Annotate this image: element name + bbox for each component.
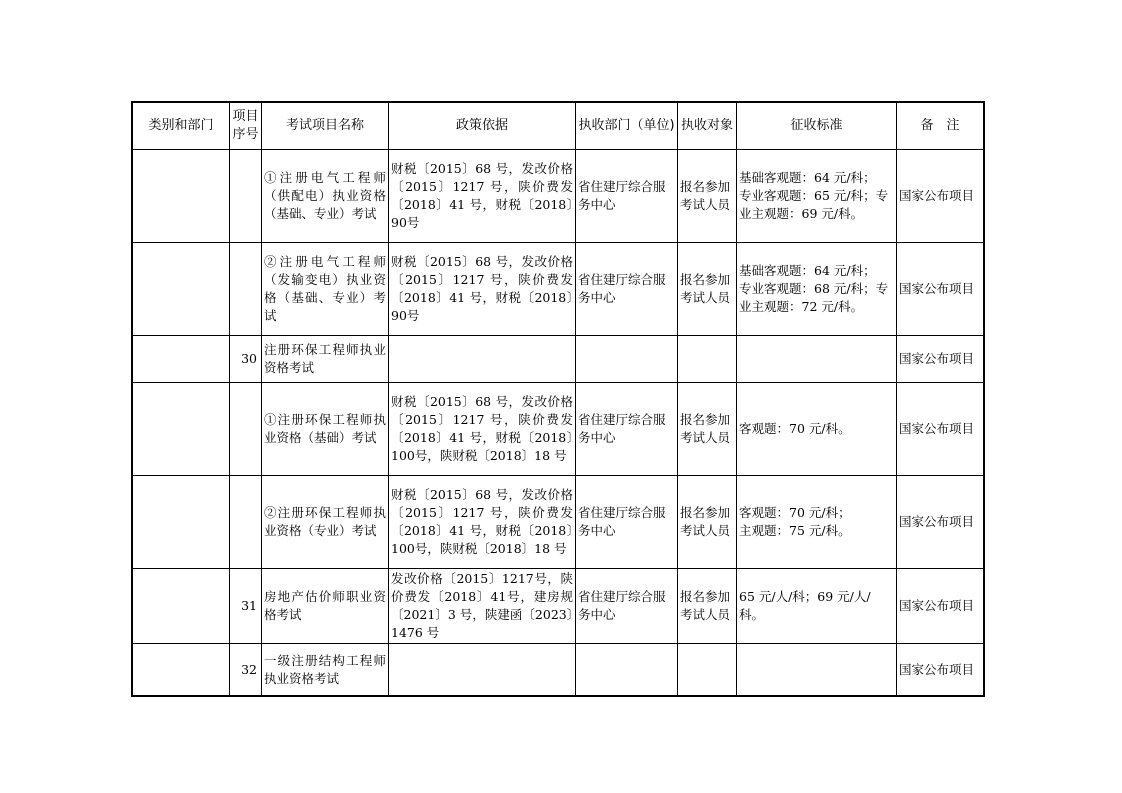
row-target bbox=[678, 336, 737, 383]
row-note: 国家公布项目 bbox=[897, 569, 984, 644]
row-policy: 财税〔2015〕68 号，发改价格〔2015〕1217 号，陕价费发〔2018〕41 号，财税〔2018〕100号，陕财税〔2018〕18 号 bbox=[389, 383, 576, 476]
header-row bbox=[133, 103, 984, 150]
row-policy bbox=[389, 336, 576, 383]
row-dept: 省住建厅综合服务中心 bbox=[576, 569, 678, 644]
table-row bbox=[133, 150, 984, 243]
row-seq: 32 bbox=[230, 644, 262, 696]
header-note: 备 注 bbox=[897, 103, 984, 150]
row-policy bbox=[389, 644, 576, 696]
row-name: 注册环保工程师执业资格考试 bbox=[262, 336, 389, 383]
row-policy: 财税〔2015〕68 号，发改价格〔2015〕1217 号，陕价费发〔2018〕41 号，财税〔2018〕90号 bbox=[389, 243, 576, 336]
standard-line: 主观题：75 元/科。 bbox=[739, 523, 851, 538]
row-seq bbox=[230, 383, 262, 476]
row-policy: 财税〔2015〕68 号，发改价格〔2015〕1217 号，陕价费发〔2018〕41 号，财税〔2018〕100号，陕财税〔2018〕18 号 bbox=[389, 476, 576, 569]
row-name: ①注册电气工程师（供配电）执业资格（基础、专业）考试 bbox=[262, 150, 389, 243]
row-name: 房地产估价师职业资格考试 bbox=[262, 569, 389, 644]
header-dept: 执收部门（单位) bbox=[576, 103, 678, 150]
row-standard bbox=[737, 150, 897, 243]
table-row bbox=[133, 243, 984, 336]
row-seq bbox=[230, 150, 262, 243]
row-dept: 省住建厅综合服务中心 bbox=[576, 476, 678, 569]
row-target bbox=[678, 644, 737, 696]
row-policy: 发改价格〔2015〕1217号，陕价费发〔2018〕41号，建房规〔2021〕3 号，陕建函〔2023〕1476 号 bbox=[389, 569, 576, 644]
header-target: 执收对象 bbox=[678, 103, 737, 150]
row-category bbox=[133, 383, 230, 476]
row-category bbox=[133, 476, 230, 569]
row-category bbox=[133, 243, 230, 336]
row-standard bbox=[737, 644, 897, 696]
row-target: 报名参加考试人员 bbox=[678, 476, 737, 569]
row-target: 报名参加考试人员 bbox=[678, 243, 737, 336]
header-seq: 项目序号 bbox=[230, 103, 262, 150]
row-seq: 31 bbox=[230, 569, 262, 644]
row-dept bbox=[576, 644, 678, 696]
table-row bbox=[133, 383, 984, 476]
table-row bbox=[133, 644, 984, 696]
row-standard bbox=[737, 336, 897, 383]
row-standard bbox=[737, 476, 897, 569]
row-name: 一级注册结构工程师执业资格考试 bbox=[262, 644, 389, 696]
row-seq bbox=[230, 243, 262, 336]
table-row bbox=[133, 569, 984, 644]
header-policy: 政策依据 bbox=[389, 103, 576, 150]
header-standard: 征收标准 bbox=[737, 103, 897, 150]
standard-line: 专业客观题：65 元/科；专业主观题：69 元/科。 bbox=[739, 188, 889, 221]
row-name: ①注册环保工程师执业资格（基础）考试 bbox=[262, 383, 389, 476]
row-category bbox=[133, 150, 230, 243]
standard-line: 专业客观题：68 元/科；专业主观题：72 元/科。 bbox=[739, 281, 889, 314]
header-name: 考试项目名称 bbox=[262, 103, 389, 150]
fee-table bbox=[132, 102, 984, 696]
row-note: 国家公布项目 bbox=[897, 383, 984, 476]
row-dept: 省住建厅综合服务中心 bbox=[576, 383, 678, 476]
row-note: 国家公布项目 bbox=[897, 150, 984, 243]
row-category bbox=[133, 336, 230, 383]
row-note: 国家公布项目 bbox=[897, 336, 984, 383]
standard-line: 基础客观题：64 元/科； bbox=[739, 263, 876, 278]
row-standard bbox=[737, 569, 897, 644]
row-standard bbox=[737, 383, 897, 476]
standard-line: 65 元/人/科；69 元/人/科。 bbox=[739, 589, 871, 622]
row-seq: 30 bbox=[230, 336, 262, 383]
row-name: ②注册电气工程师（发输变电）执业资格（基础、专业）考试 bbox=[262, 243, 389, 336]
row-note: 国家公布项目 bbox=[897, 243, 984, 336]
row-name: ②注册环保工程师执业资格（专业）考试 bbox=[262, 476, 389, 569]
row-target: 报名参加考试人员 bbox=[678, 569, 737, 644]
row-dept: 省住建厅综合服务中心 bbox=[576, 243, 678, 336]
row-category bbox=[133, 644, 230, 696]
row-dept bbox=[576, 336, 678, 383]
row-note: 国家公布项目 bbox=[897, 476, 984, 569]
row-dept: 省住建厅综合服务中心 bbox=[576, 150, 678, 243]
row-note: 国家公布项目 bbox=[897, 644, 984, 696]
row-target: 报名参加考试人员 bbox=[678, 150, 737, 243]
row-standard bbox=[737, 243, 897, 336]
standard-line: 基础客观题：64 元/科； bbox=[739, 170, 876, 185]
table-row bbox=[133, 476, 984, 569]
row-seq bbox=[230, 476, 262, 569]
row-policy: 财税〔2015〕68 号，发改价格〔2015〕1217 号，陕价费发〔2018〕41 号，财税〔2018〕90号 bbox=[389, 150, 576, 243]
standard-line: 客观题：70 元/科。 bbox=[739, 421, 851, 436]
header-category: 类别和部门 bbox=[133, 103, 230, 150]
standard-line: 客观题：70 元/科； bbox=[739, 505, 851, 520]
table-row bbox=[133, 336, 984, 383]
row-category bbox=[133, 569, 230, 644]
row-target: 报名参加考试人员 bbox=[678, 383, 737, 476]
